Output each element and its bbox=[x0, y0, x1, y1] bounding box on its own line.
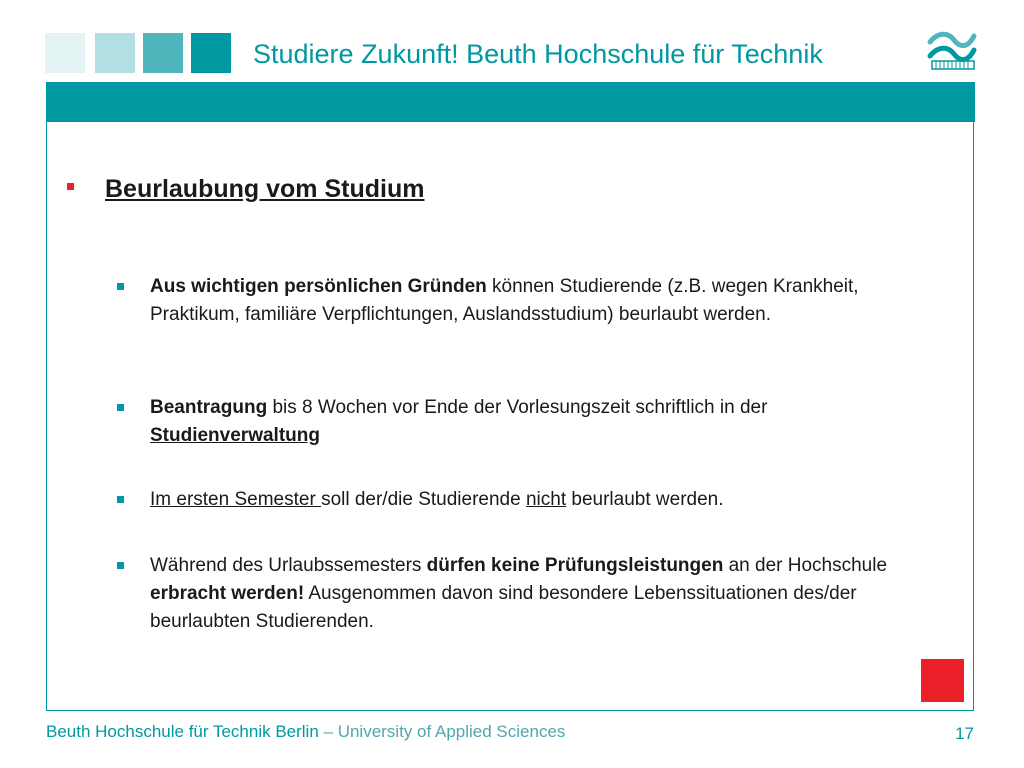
studienverwaltung-link: Studienverwaltung bbox=[150, 425, 320, 446]
slide-heading: Beurlaubung vom Studium bbox=[105, 175, 425, 203]
item-text: bis 8 Wochen vor Ende der Vorlesungszeit schriftlich in der bbox=[267, 397, 768, 418]
beuth-wave-logo-icon bbox=[924, 28, 980, 78]
item-text-bold: Beantragung bbox=[150, 397, 268, 418]
item-text: können Studierende (z.B. wegen Krankheit, Praktikum, familiäre Verpflichtungen, Auslandsstudium) beurlaubt werden. bbox=[150, 276, 859, 325]
item-text: an der Hochschule bbox=[723, 555, 888, 576]
title-bar bbox=[46, 82, 975, 122]
item-text: beurlaubt werden. bbox=[566, 489, 724, 510]
bullet-icon bbox=[117, 404, 124, 411]
item-text-bold: erbracht werden! bbox=[150, 583, 305, 604]
bullet-icon bbox=[117, 496, 124, 503]
deco-square-2 bbox=[95, 33, 135, 73]
deco-square-4 bbox=[191, 33, 231, 73]
page-number: 17 bbox=[955, 724, 974, 743]
item-text-underline: Im ersten Semester bbox=[150, 489, 322, 510]
list-item bbox=[117, 394, 927, 450]
header-title: Studiere Zukunft! Beuth Hochschule für Technik bbox=[253, 39, 823, 69]
item-text: Während des Urlaubssemesters bbox=[150, 555, 427, 576]
footer-subtitle: University of Applied Sciences bbox=[337, 722, 566, 741]
deco-square-3 bbox=[143, 33, 183, 73]
item-text-bold: Aus wichtigen persönlichen Gründen bbox=[150, 276, 487, 297]
footer-institution bbox=[46, 720, 565, 744]
heading-bullet bbox=[67, 183, 74, 190]
item-text: Ausgenommen davon sind besondere Lebenssituationen des/der beurlaubten Studierenden. bbox=[150, 583, 857, 632]
list-item bbox=[117, 552, 927, 636]
item-text: soll der/die Studierende bbox=[321, 489, 526, 510]
footer-separator: – bbox=[318, 722, 338, 741]
footer-institution-name: Beuth Hochschule für Technik Berlin bbox=[46, 722, 319, 741]
red-corner-square bbox=[921, 659, 964, 702]
item-text-underline: nicht bbox=[525, 489, 567, 510]
list-item bbox=[117, 486, 927, 514]
item-text-bold: dürfen keine Prüfungsleistungen bbox=[426, 555, 724, 576]
bullet-icon bbox=[117, 283, 124, 290]
bullet-icon bbox=[117, 562, 124, 569]
list-item bbox=[117, 273, 927, 329]
deco-square-1 bbox=[45, 33, 85, 73]
